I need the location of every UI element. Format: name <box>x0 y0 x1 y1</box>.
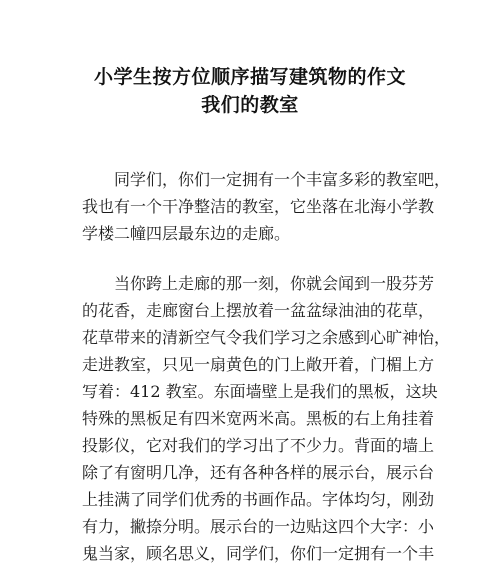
paragraph-2-line: 花草带来的清新空气令我们学习之余感到心旷神怡， <box>82 328 451 347</box>
paragraph-2-line: 的花香，走廊窗台上摆放着一盆盆绿油油的花草， <box>82 301 435 320</box>
paragraph-1-line: 我也有一个干净整洁的教室，它坐落在北海小学教 <box>82 197 435 216</box>
paragraph-2-line: 投影仪，它对我们的学习出了不少力。背面的墙上 <box>82 436 435 455</box>
paragraph-2-line: 除了有窗明几净，还有各种各样的展示台，展示台 <box>82 463 435 482</box>
document-subtitle: 我们的教室 <box>201 94 299 116</box>
paragraph-1-line: 同学们，你们一定拥有一个丰富多彩的教室吧， <box>114 170 451 189</box>
paragraph-2-line: 鬼当家，顾名思义，同学们，你们一定拥有一个丰 <box>82 544 435 563</box>
document-title: 小学生按方位顺序描写建筑物的作文 <box>93 66 406 88</box>
paragraph-2-line: 当你跨上走廊的那一刻，你就会闻到一股芬芳 <box>114 274 435 293</box>
paragraph-2-line: 上挂满了同学们优秀的书画作品。字体均匀，刚劲 <box>82 490 435 509</box>
paragraph-2-line: 特殊的黑板足有四米宽两米高。黑板的右上角挂着 <box>82 409 435 428</box>
paragraph-2-line: 走进教室，只见一扇黄色的门上敞开着，门楣上方 <box>82 355 435 374</box>
paragraph-1-line: 学楼二幢四层最东边的走廊。 <box>82 224 291 243</box>
paragraph-2-line: 有力，撇捺分明。展示台的一边贴这四个大字：小 <box>82 517 435 536</box>
paragraph-2-line: 写着：412 教室。东面墙壁上是我们的黑板，这块 <box>82 382 438 401</box>
